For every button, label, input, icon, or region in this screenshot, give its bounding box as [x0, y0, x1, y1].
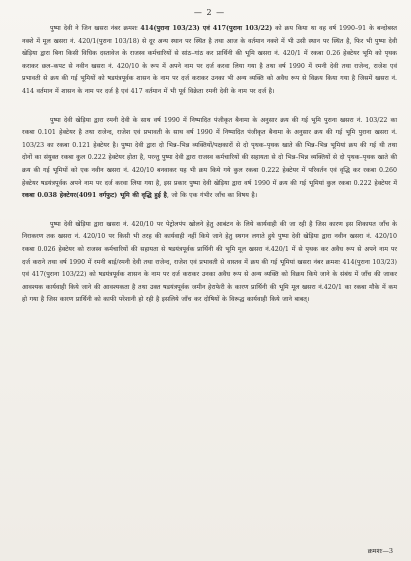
paragraph-1-text-a: पुष्पा देवी ने जिन खसरा नंबर क्रमशः — [50, 25, 141, 32]
paragraph-2-bold-area-increase: रकबा 0.038 हेक्टेयर(4091 वर्गफुट) भूमि की वृद्धि हुई है — [22, 192, 167, 200]
paragraph-3 — [22, 219, 397, 307]
paragraph-1-text-b: को क्रय किया था वह वर्ष 1990–91 के बन्दोबस्त नक्शे में मूल खसरा नं. 420/1(पुराना 103/18) से दूर अन्य स्थान पर स्थित है तथा आज के वर्तमान नक्शे में भी उसी स्थान पर स्थित है, फिर भी पुष्पा देवी खेड़िया द्वारा बिना किसी विधिक दस्तावेज के राजस्व कर्मचारियों से सांठ–गांठ कर प्रार्थिनी की भूमि खसरा नं. 420/1 में रकबा 0.26 हेक्टेयर भूमि को पृथक कराकर छल–कपट से नवीन खसरा नं. 420/10 के रूप में अपने नाम पर दर्ज करवा लिया गया है तथा वर्ष 1990 में रमनी देवी तथा राजेन्द, राजेश एवं प्रभावती से क्रय की गई भूमियों को षडयंत्रपूर्वक शासन के नाम पर दर्ज कराकर उनका भी अन्य व्यक्ति को अवैध रूप से विक्रय किया गया है जिसमें खसरा नं. 414 वर्तमान में शासन के नाम पर दर्ज है एवं 417 वर्तमान में भी पूर्व विक्रेता रमनी देवी के नाम पर दर्ज है। — [22, 25, 398, 95]
page-number: — 2 — — [193, 8, 226, 17]
paragraph-2 — [22, 115, 397, 203]
paragraph-3-text: पुष्पा देवी खेड़िया द्वारा खसरा नं. 420/10 पर पेट्रोलपंप खोलने हेतु आबंटन के लिये कार्यवाही की जा रही है जिस कारण इस शिकायत जाँच के निराकरण तक खसरा नं. 420/10 पर किसी भी तरह की कार्यवाही नहीं किये जाने हेतु स्थगन लगाते हुये पुष्पा देवी खेड़िया द्वारा नवीन खसरा नं. 420/10 रकबा 0.026 हेक्टेयर को राजस्व कर्मचारियों की सहायता से षडयंत्रपूर्वक प्रार्थिनी की भूमि मूल खसरा नं.420/1 में से पृथक कर अवैध रूप से अपने नाम पर दर्ज कराने तथा वर्ष 1990 में रमनी बाई/रमनी देवी तथा राजेन्द, राजेश एवं प्रभावती से वास्तव में क्रय की गई भूमियां खसरा नंबर क्रमशः 414(पुराना 103/23) एवं 417(पुराना 103/22) को षडयंत्रपूर्वक शासन के नाम पर दर्ज कराकर उनका अवैध रूप से अन्य व्यक्ति को विक्रय किये जाने के संबंध में जाँच की जाकर आवश्यक कार्यवाही किये जाने की आवश्यकता है तथा उक्त षडयंत्रपूर्वक जमीन हेराफेरी के कारण प्रार्थिनी की भूमि मूल खसरा नं.420/1 का रकबा मौके में कम हो गया है जिस कारण प्रार्थिनी को काफी परेशानी हो रही है इसलिये जाँच कर दोषियों के विरूद्ध कार्यवाही किये जाने बाबत्। — [22, 220, 397, 304]
paragraph-2-text-a: पुष्पा देवी खेड़िया द्वारा रमनी देवी के साथ वर्ष 1990 में निष्पादित पंजीकृत बैनामा के अनुसार क्रय की गई भूमि पुराना खसरा नं. 103/22 का रकबा 0.101 हेक्टेयर है तथा राजेन्द, राजेश एवं प्रभावती के साथ वर्ष 1990 में निष्पादित पंजीकृत बैनामा के अनुसार क्रय की गई भूमि पुराना खसरा नं. 103/23 का रकबा 0.121 हेक्टेयर है। पुष्पा देवी द्वारा दो भिन्न–भिन्न व्यक्तियों/पक्षकारों से दो पृथक–पृथक खाते की भिन्न–भिन्न भूमियां क्रय की गई थी तथा दोनों का संयुक्त रकबा कुल 0.222 हेक्टेयर होता है, परन्तु पुष्पा देवी द्वारा राजस्व कर्मचारियों की सहायता से दो भिन्न–भिन्न व्यक्तियों से दो पृथक–पृथक खाते की क्रय की गई भूमियों को एक नवीन खसरा नं. 420/10 बनवाकर यह भी क्रय किये गये कुल रकबा 0.222 हेक्टेयर में परिवर्तन एवं वृद्धि कर रकबा 0.260 हेक्टेयर षडयंत्रपूर्वक अपने नाम पर दर्ज करवा लिया गया है, इस प्रकार पुष्पा देवी खेड़िया द्वारा वर्ष 1990 में क्रय की गई भूमियां कुल रकबा 0.222 हेक्टेयर में — [22, 116, 397, 187]
paragraph-1-bold-khasra: 414(पुराना 103/23) एवं 417(पुराना 103/22) — [140, 25, 273, 32]
continuation-marker: क्रमशः—3 — [367, 547, 393, 555]
paragraph-1 — [22, 23, 397, 99]
paragraph-2-text-b: , जो कि एक गंभीर जाँच का विषय है। — [166, 192, 258, 200]
